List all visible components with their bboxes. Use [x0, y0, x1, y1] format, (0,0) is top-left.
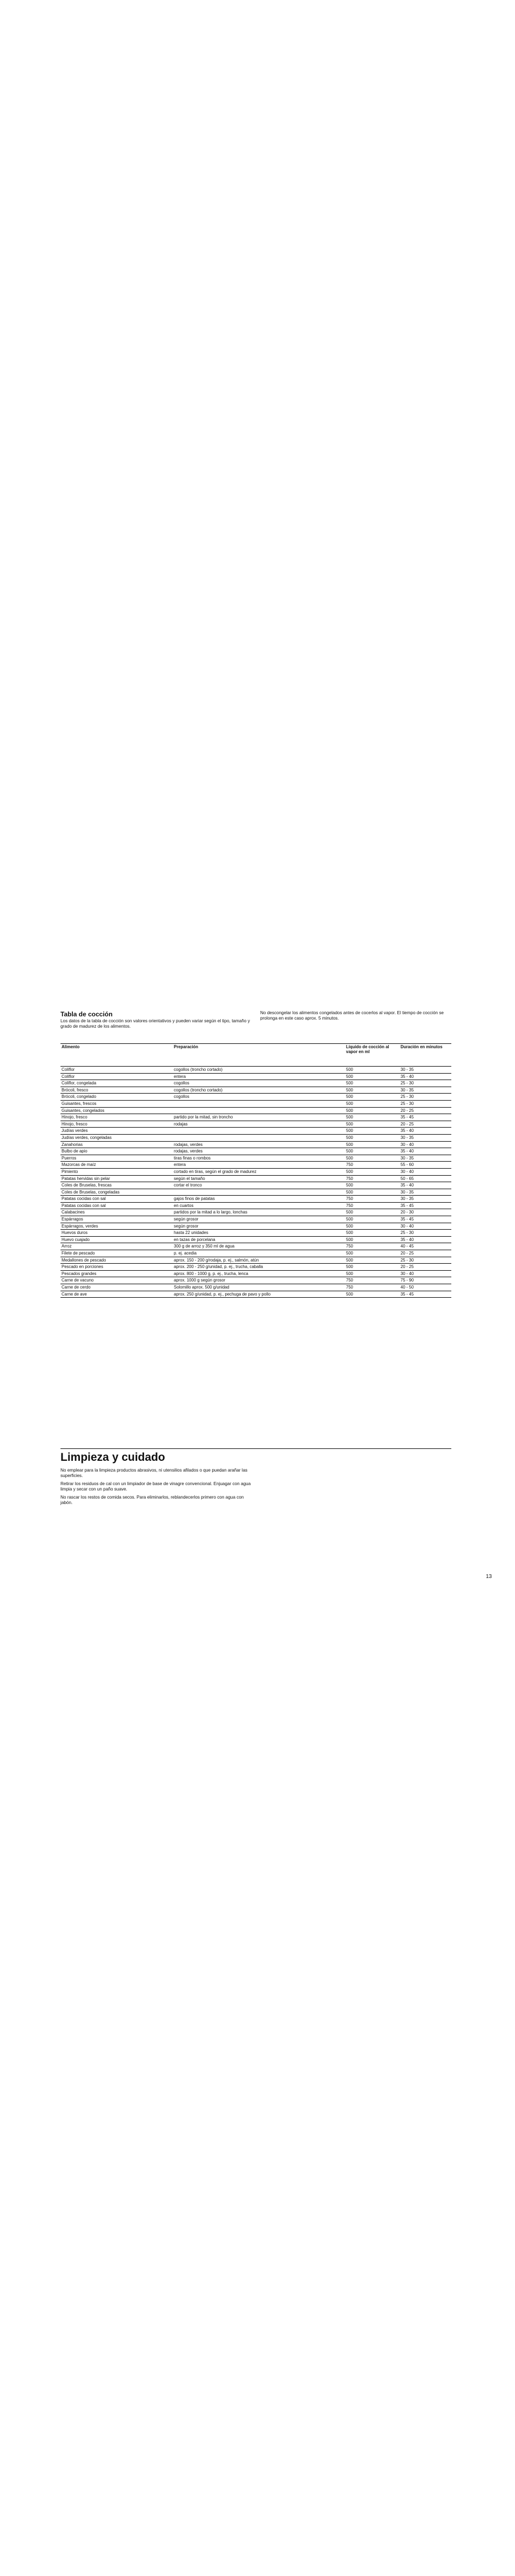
- cell-preparation: aprox. 250 g/unidad, p. ej., pechuga de pavo y pollo: [173, 1291, 345, 1298]
- cooking-table-header: [60, 1044, 451, 1067]
- cell-food: Arroz: [60, 1243, 173, 1250]
- cell-food: Hinojo, fresco: [60, 1114, 173, 1121]
- cell-duration: 50 - 65: [399, 1175, 451, 1182]
- cell-duration: 35 - 40: [399, 1148, 451, 1155]
- table-row: [60, 1216, 451, 1223]
- table-row: [60, 1067, 451, 1074]
- cell-duration: 55 - 60: [399, 1162, 451, 1169]
- cell-food: Bulbo de apio: [60, 1148, 173, 1155]
- header-row: [60, 1044, 451, 1067]
- cell-duration: 35 - 45: [399, 1291, 451, 1298]
- cell-duration: 30 - 35: [399, 1155, 451, 1162]
- cell-liquid: 500: [345, 1080, 399, 1087]
- table-row: [60, 1230, 451, 1237]
- table-row: [60, 1121, 451, 1128]
- cooking-table-intro: Los datos de la tabla de cocción son valores orientativos y pueden variar según el tipo, tamaño y grado de madurez de los alimentos.: [60, 1019, 250, 1029]
- cell-food: Coliflor: [60, 1067, 173, 1074]
- cell-food: Carne de ave: [60, 1291, 173, 1298]
- cell-duration: 30 - 35: [399, 1196, 451, 1203]
- cell-food: Calabacines: [60, 1209, 173, 1216]
- table-row: [60, 1148, 451, 1155]
- table-row: [60, 1155, 451, 1162]
- table-row: [60, 1270, 451, 1277]
- cell-liquid: 500: [345, 1230, 399, 1237]
- table-row: [60, 1277, 451, 1284]
- cell-preparation: gajos finos de patatas: [173, 1196, 345, 1203]
- cell-duration: 35 - 45: [399, 1114, 451, 1121]
- cell-food: Coliflor: [60, 1073, 173, 1080]
- cleaning-paragraph: No rascar los restos de comida secos. Para eliminarlos, reblandecerlos primero con agua con jabón.: [60, 1495, 244, 1505]
- cell-duration: 30 - 35: [399, 1134, 451, 1141]
- cell-preparation: cogollos: [173, 1080, 345, 1087]
- cleaning-section-title: Limpieza y cuidado: [60, 1448, 451, 1464]
- cell-preparation: [173, 1107, 345, 1114]
- cell-duration: 20 - 25: [399, 1121, 451, 1128]
- cell-liquid: 750: [345, 1243, 399, 1250]
- cell-food: Patatas cocidas con sal: [60, 1196, 173, 1203]
- cell-duration: 20 - 30: [399, 1209, 451, 1216]
- table-row: [60, 1257, 451, 1264]
- cell-food: Carne de vacuno: [60, 1277, 173, 1284]
- cell-food: Guisantes, frescos: [60, 1100, 173, 1107]
- cell-food: Medallones de pescado: [60, 1257, 173, 1264]
- cell-duration: 30 - 40: [399, 1223, 451, 1230]
- cell-preparation: aprox. 200 - 250 g/unidad, p. ej., trucha, caballa: [173, 1264, 345, 1271]
- header-food: Alimento: [60, 1044, 173, 1067]
- cell-preparation: según grosor: [173, 1223, 345, 1230]
- table-row: [60, 1107, 451, 1114]
- cell-liquid: 500: [345, 1067, 399, 1074]
- cooking-table: [60, 1043, 451, 1298]
- cell-preparation: en cuartos: [173, 1202, 345, 1209]
- cell-food: Carne de cerdo: [60, 1284, 173, 1291]
- cell-preparation: partido por la mitad, sin troncho: [173, 1114, 345, 1121]
- cell-preparation: cortar el tronco: [173, 1182, 345, 1189]
- cell-liquid: 750: [345, 1277, 399, 1284]
- cell-liquid: 750: [345, 1175, 399, 1182]
- cell-liquid: 750: [345, 1202, 399, 1209]
- cell-preparation: p. ej. acedia: [173, 1250, 345, 1257]
- cell-preparation: aprox. 150 - 200 g/rodaja, p. ej., salmón, atún: [173, 1257, 345, 1264]
- cell-preparation: cortado en tiras, según el grado de madurez: [173, 1168, 345, 1175]
- cell-preparation: tiras finas o rombos: [173, 1155, 345, 1162]
- cell-preparation: partidos por la mitad a lo largo, lonchas: [173, 1209, 345, 1216]
- table-row: [60, 1114, 451, 1121]
- cell-liquid: 500: [345, 1189, 399, 1196]
- cell-liquid: 500: [345, 1264, 399, 1271]
- cell-duration: 20 - 25: [399, 1264, 451, 1271]
- cell-preparation: cogollos: [173, 1094, 345, 1101]
- cell-preparation: [173, 1134, 345, 1141]
- cell-food: Espárragos: [60, 1216, 173, 1223]
- cleaning-paragraph: Retirar los residuos de cal con un limpiador de base de vinagre convencional. Enjuagar con agua limpia y secar con un paño suave.: [60, 1481, 251, 1492]
- cell-duration: 35 - 40: [399, 1236, 451, 1243]
- cell-preparation: rodajas: [173, 1121, 345, 1128]
- table-row: [60, 1168, 451, 1175]
- table-row: [60, 1073, 451, 1080]
- cell-preparation: rodajas, verdes: [173, 1141, 345, 1148]
- cell-liquid: 500: [345, 1121, 399, 1128]
- cell-preparation: cogollos (troncho cortado): [173, 1067, 345, 1074]
- table-row: [60, 1223, 451, 1230]
- table-row: [60, 1250, 451, 1257]
- cell-liquid: 500: [345, 1223, 399, 1230]
- cell-preparation: 300 g de arroz y 350 ml de agua: [173, 1243, 345, 1250]
- cell-food: Coles de Bruselas, congeladas: [60, 1189, 173, 1196]
- cell-preparation: según el tamaño: [173, 1175, 345, 1182]
- cell-duration: 30 - 40: [399, 1168, 451, 1175]
- cell-food: Espárragos, verdes: [60, 1223, 173, 1230]
- cell-food: Pescado en porciones: [60, 1264, 173, 1271]
- cell-liquid: 500: [345, 1094, 399, 1101]
- cell-liquid: 500: [345, 1182, 399, 1189]
- cell-preparation: entera: [173, 1073, 345, 1080]
- table-row: [60, 1080, 451, 1087]
- cell-duration: 30 - 35: [399, 1067, 451, 1074]
- cell-food: Patatas hervidas sin pelar: [60, 1175, 173, 1182]
- cell-duration: 40 - 45: [399, 1243, 451, 1250]
- table-row: [60, 1128, 451, 1135]
- cooking-table-body: [60, 1067, 451, 1298]
- cell-liquid: 500: [345, 1107, 399, 1114]
- cell-preparation: aprox. 800 - 1000 g, p. ej., trucha, lenca: [173, 1270, 345, 1277]
- table-row: [60, 1284, 451, 1291]
- cell-duration: 35 - 40: [399, 1128, 451, 1135]
- cooking-table-title: Tabla de cocción: [60, 1010, 113, 1018]
- cell-liquid: 500: [345, 1100, 399, 1107]
- table-row: [60, 1209, 451, 1216]
- table-row: [60, 1141, 451, 1148]
- cell-liquid: 500: [345, 1257, 399, 1264]
- cell-duration: 40 - 50: [399, 1284, 451, 1291]
- cell-duration: 30 - 35: [399, 1087, 451, 1094]
- page-number: 13: [486, 1574, 492, 1580]
- cell-duration: 75 - 90: [399, 1277, 451, 1284]
- cell-liquid: 500: [345, 1128, 399, 1135]
- cell-food: Brócoli, fresco: [60, 1087, 173, 1094]
- cell-duration: 25 - 30: [399, 1257, 451, 1264]
- cell-liquid: 500: [345, 1148, 399, 1155]
- cell-liquid: 500: [345, 1270, 399, 1277]
- table-row: [60, 1100, 451, 1107]
- cell-duration: 20 - 25: [399, 1107, 451, 1114]
- cell-preparation: [173, 1189, 345, 1196]
- cell-food: Pimiento: [60, 1168, 173, 1175]
- cell-food: Pescados grandes: [60, 1270, 173, 1277]
- cell-food: Filete de pescado: [60, 1250, 173, 1257]
- cell-duration: 35 - 40: [399, 1182, 451, 1189]
- cell-food: Zanahorias: [60, 1141, 173, 1148]
- cell-food: Guisantes, congelados: [60, 1107, 173, 1114]
- cell-food: Patatas cocidas con sal: [60, 1202, 173, 1209]
- table-row: [60, 1094, 451, 1101]
- cell-preparation: Solomillo aprox. 500 g/unidad: [173, 1284, 345, 1291]
- cell-liquid: 500: [345, 1141, 399, 1148]
- cell-duration: 35 - 45: [399, 1202, 451, 1209]
- header-preparation: Preparación: [173, 1044, 345, 1067]
- table-row: [60, 1134, 451, 1141]
- header-duration: Duración en minutos: [399, 1044, 451, 1067]
- table-row: [60, 1243, 451, 1250]
- cell-liquid: 750: [345, 1284, 399, 1291]
- cell-duration: 35 - 40: [399, 1073, 451, 1080]
- cell-liquid: 500: [345, 1209, 399, 1216]
- header-liquid: Líquido de cocción al vapor en ml: [345, 1044, 399, 1067]
- cell-duration: 25 - 30: [399, 1080, 451, 1087]
- cell-liquid: 500: [345, 1236, 399, 1243]
- table-row: [60, 1291, 451, 1298]
- cell-food: Brócoli, congelado: [60, 1094, 173, 1101]
- cell-liquid: 500: [345, 1073, 399, 1080]
- cell-duration: 30 - 40: [399, 1270, 451, 1277]
- cell-liquid: 750: [345, 1196, 399, 1203]
- cell-duration: 35 - 45: [399, 1216, 451, 1223]
- cleaning-section-text: [60, 1468, 255, 1508]
- cell-preparation: entera: [173, 1162, 345, 1169]
- cell-duration: 25 - 30: [399, 1094, 451, 1101]
- cell-liquid: 500: [345, 1134, 399, 1141]
- table-row: [60, 1236, 451, 1243]
- table-row: [60, 1196, 451, 1203]
- table-row: [60, 1202, 451, 1209]
- cell-duration: 25 - 30: [399, 1100, 451, 1107]
- cell-preparation: aprox. 1000 g según grosor: [173, 1277, 345, 1284]
- cleaning-paragraph: No emplear para la limpieza productos abrasivos, ni utensilios afilados o que puedan arañar las superficies.: [60, 1468, 248, 1478]
- cell-preparation: según grosor: [173, 1216, 345, 1223]
- table-row: [60, 1162, 451, 1169]
- cell-food: Judías verdes, congeladas: [60, 1134, 173, 1141]
- cell-liquid: 750: [345, 1162, 399, 1169]
- cell-duration: 25 - 30: [399, 1230, 451, 1237]
- cell-food: Coles de Bruselas, frescas: [60, 1182, 173, 1189]
- frozen-food-note: No descongelar los alimentos congelados antes de cocerlos al vapor. El tiempo de cocción se prolonga en este caso aprox. 5 minutos.: [260, 1010, 444, 1021]
- cell-preparation: rodajas, verdes: [173, 1148, 345, 1155]
- cell-preparation: [173, 1100, 345, 1107]
- cell-liquid: 500: [345, 1155, 399, 1162]
- table-row: [60, 1189, 451, 1196]
- cell-liquid: 500: [345, 1250, 399, 1257]
- cell-preparation: cogollos (troncho cortado): [173, 1087, 345, 1094]
- cell-duration: 20 - 25: [399, 1250, 451, 1257]
- cell-liquid: 500: [345, 1168, 399, 1175]
- cell-food: Mazorcas de maíz: [60, 1162, 173, 1169]
- table-row: [60, 1175, 451, 1182]
- table-row: [60, 1182, 451, 1189]
- cell-duration: 30 - 35: [399, 1189, 451, 1196]
- cell-liquid: 500: [345, 1087, 399, 1094]
- cell-food: Huevos duros: [60, 1230, 173, 1237]
- cell-liquid: 500: [345, 1114, 399, 1121]
- table-row: [60, 1264, 451, 1271]
- cell-food: Judías verdes: [60, 1128, 173, 1135]
- cell-food: Puerros: [60, 1155, 173, 1162]
- cell-food: Hinojo, fresco: [60, 1121, 173, 1128]
- cell-food: Coliflor, congelada: [60, 1080, 173, 1087]
- table-row: [60, 1087, 451, 1094]
- cell-food: Huevo cuajado: [60, 1236, 173, 1243]
- cell-preparation: [173, 1128, 345, 1135]
- cell-duration: 30 - 40: [399, 1141, 451, 1148]
- cell-preparation: hasta 22 unidades: [173, 1230, 345, 1237]
- cell-liquid: 500: [345, 1216, 399, 1223]
- cell-liquid: 500: [345, 1291, 399, 1298]
- cell-preparation: en tazas de porcelana: [173, 1236, 345, 1243]
